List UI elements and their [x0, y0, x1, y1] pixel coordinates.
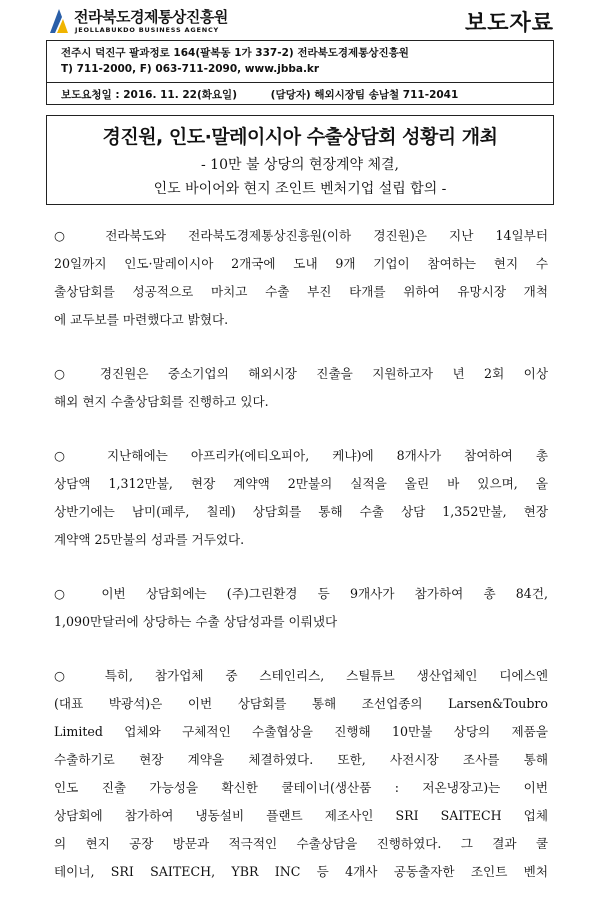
paragraph-line: 인도 진출 가능성을 확신한 쿨테이너(생산품 : 저온냉장고)는 이번	[54, 780, 548, 795]
paragraph	[54, 360, 548, 416]
paragraph-line: 계약액 25만불의 성과를 거두었다.	[54, 532, 245, 547]
paragraph-line: 상담회에 참가하여 냉동설비 플랜트 제조사인 SRI SAITECH 업체	[54, 808, 548, 823]
title-box	[46, 115, 554, 205]
paragraph-line: 출상담회를 성공적으로 마치고 수출 부진 타개를 위하여 유망시장 개척	[54, 284, 548, 299]
paragraph-line: 상반기에는 남미(페루, 칠레) 상담회를 통해 수출 상담 1,352만불, 현장	[54, 504, 548, 519]
request-date: 보도요청일 : 2016. 11. 22(화요일)	[61, 89, 237, 101]
address: 전주시 덕진구 팔과정로 164(팔복동 1가 337-2) 전라북도경제통상진흥원	[61, 47, 409, 59]
paragraph-line: ○ 전라북도와 전라북도경제통상진흥원(이하 경진원)은 지난 14일부터	[54, 228, 548, 243]
paragraph-line: 상담액 1,312만불, 현장 계약액 2만불의 실적을 올린 바 있으며, 올	[54, 476, 548, 491]
request-line	[61, 87, 458, 102]
paragraph-line: ○ 경진원은 중소기업의 해외시장 진출을 지원하고자 년 2회 이상	[54, 366, 548, 381]
contact-person: (담당자) 해외시장팀 송남철 711-2041	[270, 89, 459, 101]
agency-logo	[46, 6, 286, 40]
paragraph-line: 테이너, SRI SAITECH, YBR INC 등 4개사 공동출자한 조인트 벤처	[54, 864, 548, 879]
agency-logo-icon	[48, 7, 70, 35]
header	[46, 4, 554, 40]
org-name: 전라북도경제통상진흥원	[74, 8, 228, 26]
paragraph-line: 20일까지 인도·말레이시아 2개국에 도내 9개 기업이 참여하는 현지 수	[54, 256, 548, 271]
paragraph-line: ○ 이번 상담회에는 (주)그린환경 등 9개사가 참가하여 총 84건,	[54, 586, 548, 601]
contact-info-box	[46, 40, 554, 105]
paragraph-line: 해외 현지 수출상담회를 진행하고 있다.	[54, 394, 269, 409]
paragraph	[54, 442, 548, 554]
article-body	[54, 222, 548, 912]
paragraph-line: ○ 지난해에는 아프리카(에티오피아, 케냐)에 8개사가 참여하여 총	[54, 448, 548, 463]
subheadline-1: - 10만 불 상당의 현장계약 체결,	[200, 157, 399, 173]
paragraph-line: (대표 박광석)은 이번 상담회를 통해 조선업종의 Larsen&Toubro	[54, 696, 548, 711]
paragraph-line: 의 현지 공장 방문과 적극적인 수출상담을 진행하였다. 그 결과 쿨	[54, 836, 548, 851]
phone-fax-web: T) 711-2000, F) 063-711-2090, www.jbba.kr	[61, 63, 320, 75]
headline: 경진원, 인도·말레이시아 수출상담회 성황리 개최	[102, 126, 498, 148]
paragraph-line: 에 교두보를 마련했다고 밝혔다.	[54, 312, 229, 327]
paragraph	[54, 222, 548, 334]
org-name-english: JEOLLABUKDO BUSINESS AGENCY	[75, 26, 220, 34]
paragraph-line: 수출하기로 현장 계약을 체결하였다. 또한, 사전시장 조사를 통해	[54, 752, 548, 767]
paragraph	[54, 580, 548, 636]
paragraph-line: ○ 특히, 참가업체 중 스테인리스, 스틸튜브 생산업체인 디에스엔	[54, 668, 548, 683]
subheadline-2: 인도 바이어와 현지 조인트 벤처기업 설립 합의 -	[153, 181, 447, 197]
paragraph-line: 1,090만달러에 상당하는 수출 상담성과를 이뤄냈다	[54, 614, 338, 629]
paragraph	[54, 662, 548, 886]
document-type: 보도자료	[464, 11, 554, 36]
info-divider	[47, 82, 553, 83]
paragraph-line: Limited 업체와 구체적인 수출협상을 진행해 10만불 상당의 제품을	[54, 724, 548, 739]
